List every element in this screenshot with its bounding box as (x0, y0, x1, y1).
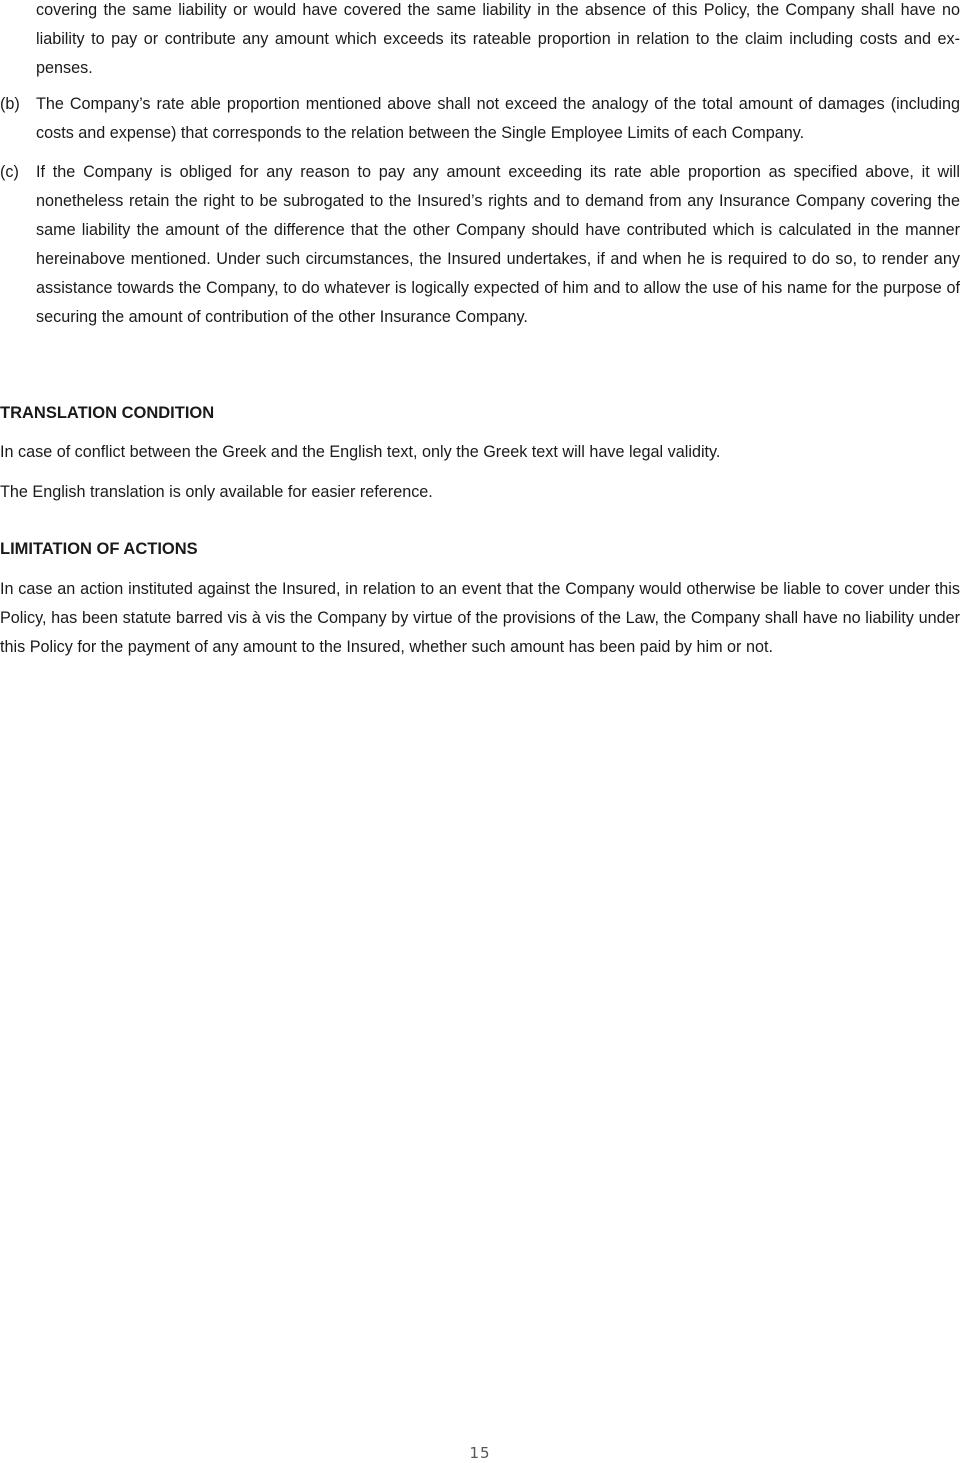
list-item-text: If the Company is obliged for any reason to pay any amount exceeding its rate able proportion as specified above, it will nonetheless retain the right to be subrogated to the Insured’s rights and to demand from any Insurance Company covering the same liability the amount of the difference that the other Company should have contributed which is calculated in the manner hereinabove mentioned. Under such circumstances, the Insured undertakes, if and when he is required to do so, to render any assistance towards the Company, to do whatever is logically expected of him and to allow the use of his name for the purpose of securing the amount of contribution of the other Insurance Company. (36, 163, 960, 326)
translation-condition-heading: TRANSLATION CONDITION (0, 404, 215, 422)
list-item-label: (b) (0, 95, 20, 113)
continuation-paragraph: covering the same liability or would have covered the same liability in the absence of this Policy, the Company shall have no liability to pay or contribute any amount which exceeds its rateable proportion in relation to the claim including costs and expenses. (36, 1, 960, 77)
translation-paragraph-1: In case of conflict between the Greek and the English text, only the Greek text will have legal validity. (0, 443, 721, 461)
limitation-paragraph: In case an action instituted against the Insured, in relation to an event that the Company would otherwise be liable to cover under this Policy, has been statute barred vis à vis the Company by virtue of the provisions of the Law, the Company shall have no liability under this Policy for the payment of any amount to the Insured, whether such amount has been paid by him or not. (0, 580, 960, 656)
list-item-b (0, 90, 960, 148)
page-number: 15 (469, 1444, 491, 1462)
list-item-c (0, 158, 960, 332)
limitation-of-actions-heading: LIMITATION OF ACTIONS (0, 540, 198, 558)
list-item-label: (c) (0, 163, 19, 181)
list-item-text: The Company’s rate able proportion mentioned above shall not exceed the analogy of the total amount of damages (including costs and expense) that corresponds to the relation between the Single Employee Limits of each Company. (36, 95, 960, 142)
translation-paragraph-2: The English translation is only available for easier reference. (0, 483, 433, 501)
